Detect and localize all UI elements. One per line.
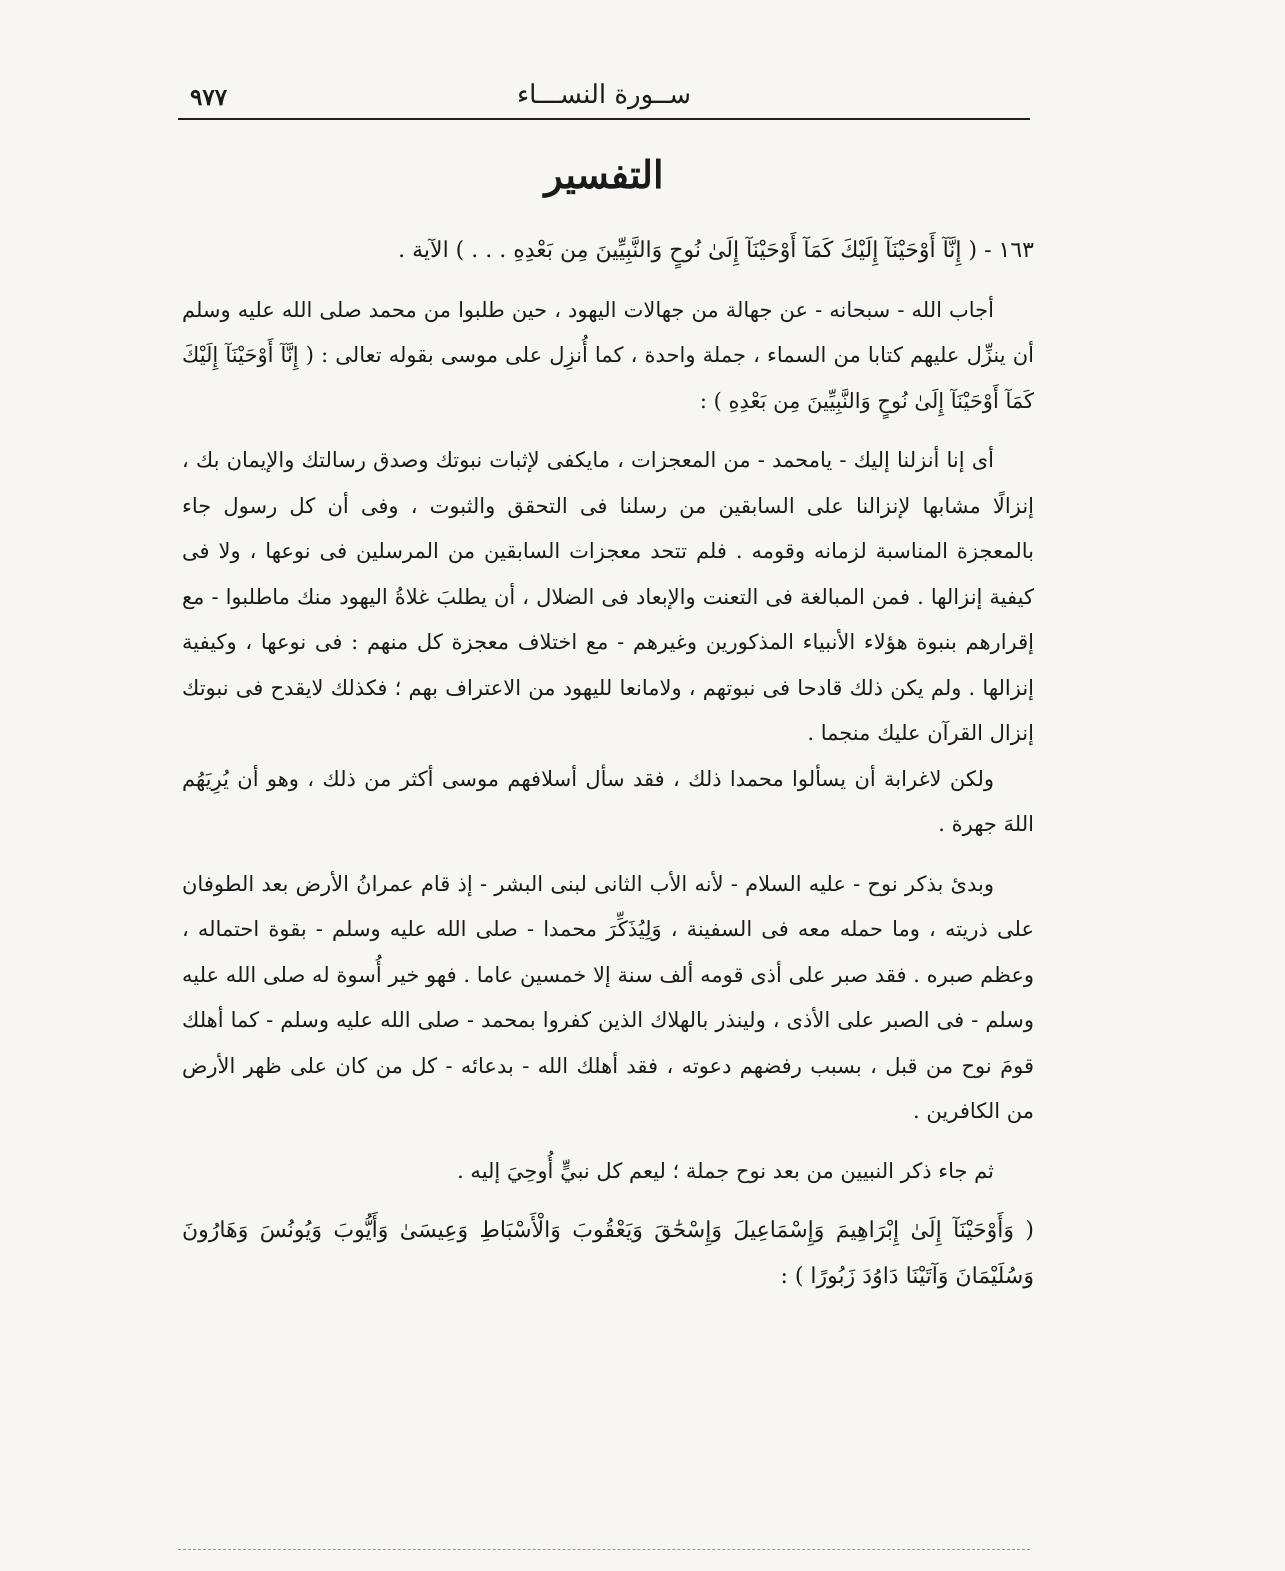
- paragraph-3: ولكن لاغرابة أن يسألوا محمدا ذلك ، فقد سأل أسلافهم موسى أكثر من ذلك ، وهو أن يُرِيَهُم اللهَ جهرة .: [182, 766, 1034, 836]
- paragraph-2: أى إنا أنزلنا إليك - يامحمد - من المعجزات ، مايكفى لإثبات نبوتك وصدق رسالتك والإيمان بك ، إنزالًا مشابها لإنزالنا على السابقين من رسلنا فى التحقق والثبوت ، وفى أن كل رسول جاء بالمعجزة المناسبة لزمانه وقومه . فلم تتحد معجزات السابقين من المرسلين فى نوعها ، ولا فى كيفية إنزالها . فمن المبالغة فى التعنت والإبعاد فى الضلال ، أن يطلبَ غلاةُ اليهود منك ماطلبوا - مع إقرارهم بنبوة هؤلاء الأنبياء المذكورين وغيرهم - مع اختلاف معجزة كل منهم : فى نوعها ، وكيفية إنزالها . ولم يكن ذلك قادحا فى نبوتهم ، ولامانعا لليهود من الاعتراف بهم ؛ فكذلك لايقدح فى نبوتك إنزال القرآن عليك منجما .: [182, 448, 1034, 745]
- footer-rule: [178, 1549, 1030, 1550]
- page-number: ٩٧٧: [190, 84, 228, 111]
- verse-quote: ( وَأَوْحَيْنَآ إِلَىٰ إِبْرَاهِيمَ وَإِسْمَاعِيلَ وَإِسْحَٰقَ وَيَعْقُوبَ وَالْأَسْبَاطِ وَعِيسَىٰ وَأَيُّوبَ وَيُونُسَ وَهَارُونَ وَسُلَيْمَانَ وَآتَيْنَا دَاوُدَ زَبُورًا ) :: [182, 1218, 1034, 1289]
- verse-heading: ١٦٣ - ( إِنَّآ أَوْحَيْنَآ إِلَيْكَ كَمَآ أَوْحَيْنَآ إِلَىٰ نُوحٍ وَالنَّبِيِّينَ مِن بَعْدِهِ . . . ) الآية .: [398, 238, 1034, 263]
- page-header: [178, 70, 1030, 120]
- body-text: [182, 228, 1034, 1299]
- paragraph-5: ثم جاء ذكر النبيين من بعد نوح جملة ؛ ليعم كل نبيٍّ أُوحِيَ إليه .: [457, 1158, 994, 1183]
- section-title: التفسير: [544, 152, 664, 197]
- paragraph-4: وبدئ بذكر نوح - عليه السلام - لأنه الأب الثانى لبنى البشر - إذ قام عمرانُ الأرض بعد الطوفان على ذريته ، وما حمله معه فى السفينة ، وَلِيُذَكِّرَ محمدا - صلى الله عليه وسلم - بقوة احتماله ، وعظم صبره . فقد صبر على أذى قومه ألف سنة إلا خمسين عاما . فهو خير أُسوة له صلى الله عليه وسلم - فى الصبر على الأذى ، ولينذر بالهلاك الذين كفروا بمحمد - صلى الله عليه وسلم - كما أهلك قومَ نوح من قبل ، بسبب رفضهم دعوته ، فقد أهلك الله - بدعائه - كل من كان على ظهر الأرض من الكافرين .: [182, 871, 1034, 1123]
- paragraph-1: أجاب الله - سبحانه - عن جهالة من جهالات اليهود ، حين طلبوا من محمد صلى الله عليه وسلم أن ينزِّل عليهم كتابا من السماء ، جملة واحدة ، كما أُنزِل على موسى بقوله تعالى : ( إِنَّآ أَوْحَيْنَآ إِلَيْكَ كَمَآ أَوْحَيْنَآ إِلَىٰ نُوحٍ وَالنَّبِيِّينَ مِن بَعْدِهِ ) :: [182, 297, 1034, 413]
- running-title: ســورة النســـاء: [516, 80, 692, 110]
